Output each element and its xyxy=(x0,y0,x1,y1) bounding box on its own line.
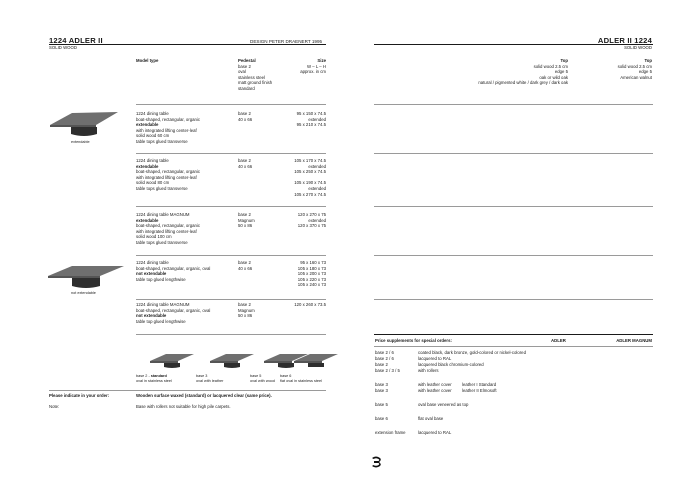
draenert-logo-icon xyxy=(370,456,384,468)
pedestal-line: 50 x 86 xyxy=(238,223,253,229)
extendable-caption: extendable xyxy=(71,140,90,144)
top-walnut-line: edge 5 xyxy=(638,69,652,75)
supplement-desc: lacquered to RAL xyxy=(418,430,452,435)
supplement-base: base 3 xyxy=(375,388,388,393)
base-variant-caption xyxy=(280,374,322,384)
supplements-rule xyxy=(374,334,653,335)
pedestal-line: 50 x 86 xyxy=(238,313,253,319)
size-line: 120 x 370 x 75 xyxy=(297,223,326,229)
model-row-rule xyxy=(136,334,326,335)
base-variant-desc: oval in stainless steel xyxy=(136,378,172,383)
right-row-rule-3 xyxy=(374,206,653,207)
pedestal-header-line: base 2 xyxy=(238,63,251,69)
supplement-base: base 2 / 6 xyxy=(375,356,394,361)
size-line: 105 x 190 x 74.5 xyxy=(294,180,326,186)
size-cell xyxy=(298,260,326,288)
model-description xyxy=(136,302,210,324)
model-line: not extendable xyxy=(136,271,167,277)
supplement-extra: leather I Standard xyxy=(462,382,497,387)
model-line: boat-shaped, rectangular, organic xyxy=(136,223,201,229)
supplement-desc: with leather cover xyxy=(418,388,452,393)
pedestal-line: base 2 xyxy=(238,212,251,217)
pedestal-line: base 2 xyxy=(238,111,251,116)
supplement-base: base 2 xyxy=(375,362,388,367)
pedestal-header-line: matt ground finish xyxy=(238,80,273,86)
top-oak-line: oak or wild oak xyxy=(539,74,568,80)
pedestal-cell xyxy=(238,212,255,229)
left-page-title: 1224 ADLER II xyxy=(49,36,103,45)
left-header-rule xyxy=(49,44,326,45)
pedestal-line: Magnum xyxy=(238,217,255,223)
size-line: extended xyxy=(308,163,326,169)
base-variant-caption xyxy=(136,374,172,384)
model-line: extendable xyxy=(136,163,159,169)
right-page-subtitle: SOLID WOOD xyxy=(624,45,652,50)
model-line: solid wood 100 cm xyxy=(136,234,172,240)
left-page-subtitle: SOLID WOOD xyxy=(49,45,77,50)
model-description xyxy=(136,212,200,246)
size-cell xyxy=(294,302,326,308)
pedestal-line: 40 x 66 xyxy=(238,163,253,169)
top-oak-line: natural / pigmented white / dark grey / dark oak xyxy=(478,80,568,86)
designer-credit: DESIGN PETER DRAENERT 1995 xyxy=(250,39,323,44)
size-header-line: approx. in cm xyxy=(300,69,326,75)
base-variant-image xyxy=(292,352,340,370)
size-line: 95 x 150 x 74.5 xyxy=(296,111,326,116)
base-variant-caption xyxy=(250,374,275,384)
supplements-header-rule xyxy=(374,346,653,347)
size-header-line: W – L – H xyxy=(307,63,326,69)
model-line: table tops glued transverse xyxy=(136,138,188,144)
base-emphasis: standard xyxy=(149,374,167,378)
model-line: with integrated lifting center-leaf xyxy=(136,174,197,180)
base-variant-desc: flat oval in stainless steel xyxy=(280,378,322,383)
base-variant-desc: oval with leather xyxy=(196,378,224,383)
pedestal-header-line: standard xyxy=(238,85,255,91)
supplements-col-adler: ADLER xyxy=(551,338,566,343)
top-oak-header xyxy=(478,58,568,86)
supplement-extra: leather II Elmosoft xyxy=(462,388,497,393)
not-extendable-caption: not extendable xyxy=(71,291,96,295)
supplement-base: extension frame xyxy=(375,430,406,435)
base-name: base 3 xyxy=(196,374,208,378)
size-header xyxy=(300,58,326,75)
right-page-title: ADLER II 1224 xyxy=(597,36,652,45)
model-line: not extendable xyxy=(136,313,167,319)
top-walnut-line: American walnut xyxy=(620,74,652,80)
base-name: base 2 - xyxy=(136,374,150,378)
pedestal-line: Magnum xyxy=(238,307,255,313)
model-line: 1224 dining table MAGNUM xyxy=(136,302,190,307)
size-line: 105 x 220 x 73 xyxy=(297,276,326,282)
supplement-desc: lacquered black chromium-colored xyxy=(418,362,484,367)
size-line: 105 x 180 x 73 xyxy=(297,265,326,271)
pedestal-header-title: Pedestal xyxy=(238,58,256,63)
model-line: solid wood 80 cm xyxy=(136,180,170,186)
supplement-desc: oval base veneered as top xyxy=(418,402,469,407)
top-walnut-title: Top xyxy=(644,58,652,63)
model-row-rule xyxy=(136,206,326,207)
right-row-rule-1 xyxy=(374,104,653,105)
size-line: 95 x 210 x 74.5 xyxy=(296,122,326,128)
model-row-rule xyxy=(136,153,326,154)
model-line: boat-shaped, rectangular, organic, oval xyxy=(136,307,211,313)
model-line: table top glued lengthwise xyxy=(136,318,186,324)
base-variant-image xyxy=(208,352,256,370)
model-row-rule xyxy=(136,104,326,105)
model-line: boat-shaped, rectangular, organic, oval xyxy=(136,265,211,271)
pedestal-cell xyxy=(238,111,252,122)
size-line: 105 x 250 x 74.5 xyxy=(294,169,326,175)
base-name: base 5 xyxy=(250,374,262,378)
extendable-table-image xyxy=(46,108,121,138)
base-variant-caption xyxy=(196,374,223,384)
model-line: 1224 dining table MAGNUM xyxy=(136,212,190,217)
model-line: with integrated lifting center-leaf xyxy=(136,228,197,234)
pedestal-header-line: oval xyxy=(238,69,246,75)
size-line: 105 x 200 x 73 xyxy=(297,271,326,277)
supplement-desc: with leather cover xyxy=(418,382,452,387)
top-oak-line: edge 5 xyxy=(554,69,568,75)
model-line: with integrated lifting center-leaf xyxy=(136,127,197,133)
supplement-desc: flat oval base xyxy=(418,416,444,421)
order-text: Wooden surface waxed (standard) or lacquered clear (same price). xyxy=(136,393,272,398)
supplement-base: base 3 xyxy=(375,382,388,387)
supplement-desc: with rollers xyxy=(418,368,439,373)
size-line: 105 x 170 x 74.5 xyxy=(294,158,326,163)
top-oak-title: Top xyxy=(560,58,568,63)
base-name: base 6 xyxy=(280,374,292,378)
supplement-base: base 6 xyxy=(375,416,388,421)
supplement-base: base 2 / 6 xyxy=(375,350,394,355)
model-line: extendable xyxy=(136,122,159,128)
right-row-rule-5 xyxy=(374,299,653,300)
right-header-rule xyxy=(374,44,653,45)
pedestal-header xyxy=(238,58,272,92)
pedestal-cell xyxy=(238,260,252,271)
supplement-base: base 2 / 3 / 5 xyxy=(375,368,400,373)
order-rule xyxy=(49,390,326,391)
model-description xyxy=(136,260,210,282)
pedestal-cell xyxy=(238,302,255,319)
supplement-desc: coated black, dark bronze, gold-colored or nickel-colored xyxy=(418,350,526,355)
size-line: 105 x 240 x 73 xyxy=(297,282,326,288)
note-text: Base with rollers not suitable for high pile carpets. xyxy=(136,404,231,409)
model-line: 1224 dining table xyxy=(136,111,169,116)
supplements-title: Price supplements for special orders: xyxy=(375,338,452,343)
supplement-desc: lacquered to RAL xyxy=(418,356,452,361)
right-row-rule-2 xyxy=(374,153,653,154)
model-line: solid wood 60 cm xyxy=(136,133,170,139)
model-description xyxy=(136,158,200,192)
size-line: extended xyxy=(308,185,326,191)
model-row-rule xyxy=(136,255,326,256)
size-line: 120 x 260 x 73.5 xyxy=(294,302,326,307)
size-line: extended xyxy=(308,217,326,223)
supplements-col-magnum: ADLER MAGNUM xyxy=(616,338,652,343)
model-line: table top glued lengthwise xyxy=(136,276,186,282)
base-variant-desc: oval with wood xyxy=(250,378,275,383)
order-label: Please indicate in your order: xyxy=(49,393,110,398)
top-walnut-header xyxy=(618,58,652,80)
size-line: 120 x 270 x 75 xyxy=(297,212,326,217)
base-variant-image xyxy=(148,352,196,370)
model-line: table tops glued transverse xyxy=(136,185,188,191)
size-line: 95 x 160 x 73 xyxy=(300,260,326,265)
model-type-header: Model type xyxy=(136,58,159,63)
pedestal-line: base 2 xyxy=(238,260,251,265)
top-walnut-line: solid wood 2.5 cm xyxy=(617,63,652,69)
pedestal-line: 40 x 66 xyxy=(238,116,253,122)
size-cell xyxy=(294,158,326,197)
model-line: table tops glued transverse xyxy=(136,239,188,245)
pedestal-line: base 2 xyxy=(238,158,251,163)
note-label: Note: xyxy=(49,404,60,409)
top-oak-line: solid wood 2.5 cm xyxy=(533,63,568,69)
size-header-title: Size xyxy=(317,58,326,63)
size-line: extended xyxy=(308,116,326,122)
pedestal-line: 40 x 66 xyxy=(238,265,253,271)
size-line: 105 x 270 x 74.5 xyxy=(294,191,326,197)
pedestal-cell xyxy=(238,158,252,169)
right-row-rule-4 xyxy=(374,255,653,256)
size-cell xyxy=(297,111,326,128)
size-cell xyxy=(298,212,326,229)
pedestal-header-line: stainless steel xyxy=(238,74,265,80)
model-line: boat-shaped, rectangular, organic xyxy=(136,169,201,175)
model-line: extendable xyxy=(136,217,159,223)
model-row-rule xyxy=(136,299,326,300)
model-line: boat-shaped, rectangular, organic xyxy=(136,116,201,122)
model-line: 1224 dining table xyxy=(136,260,169,265)
model-line: 1224 dining table xyxy=(136,158,169,163)
pedestal-line: base 2 xyxy=(238,302,251,307)
not-extendable-table-image xyxy=(46,263,126,291)
supplement-base: base 5 xyxy=(375,402,388,407)
model-description xyxy=(136,111,200,145)
